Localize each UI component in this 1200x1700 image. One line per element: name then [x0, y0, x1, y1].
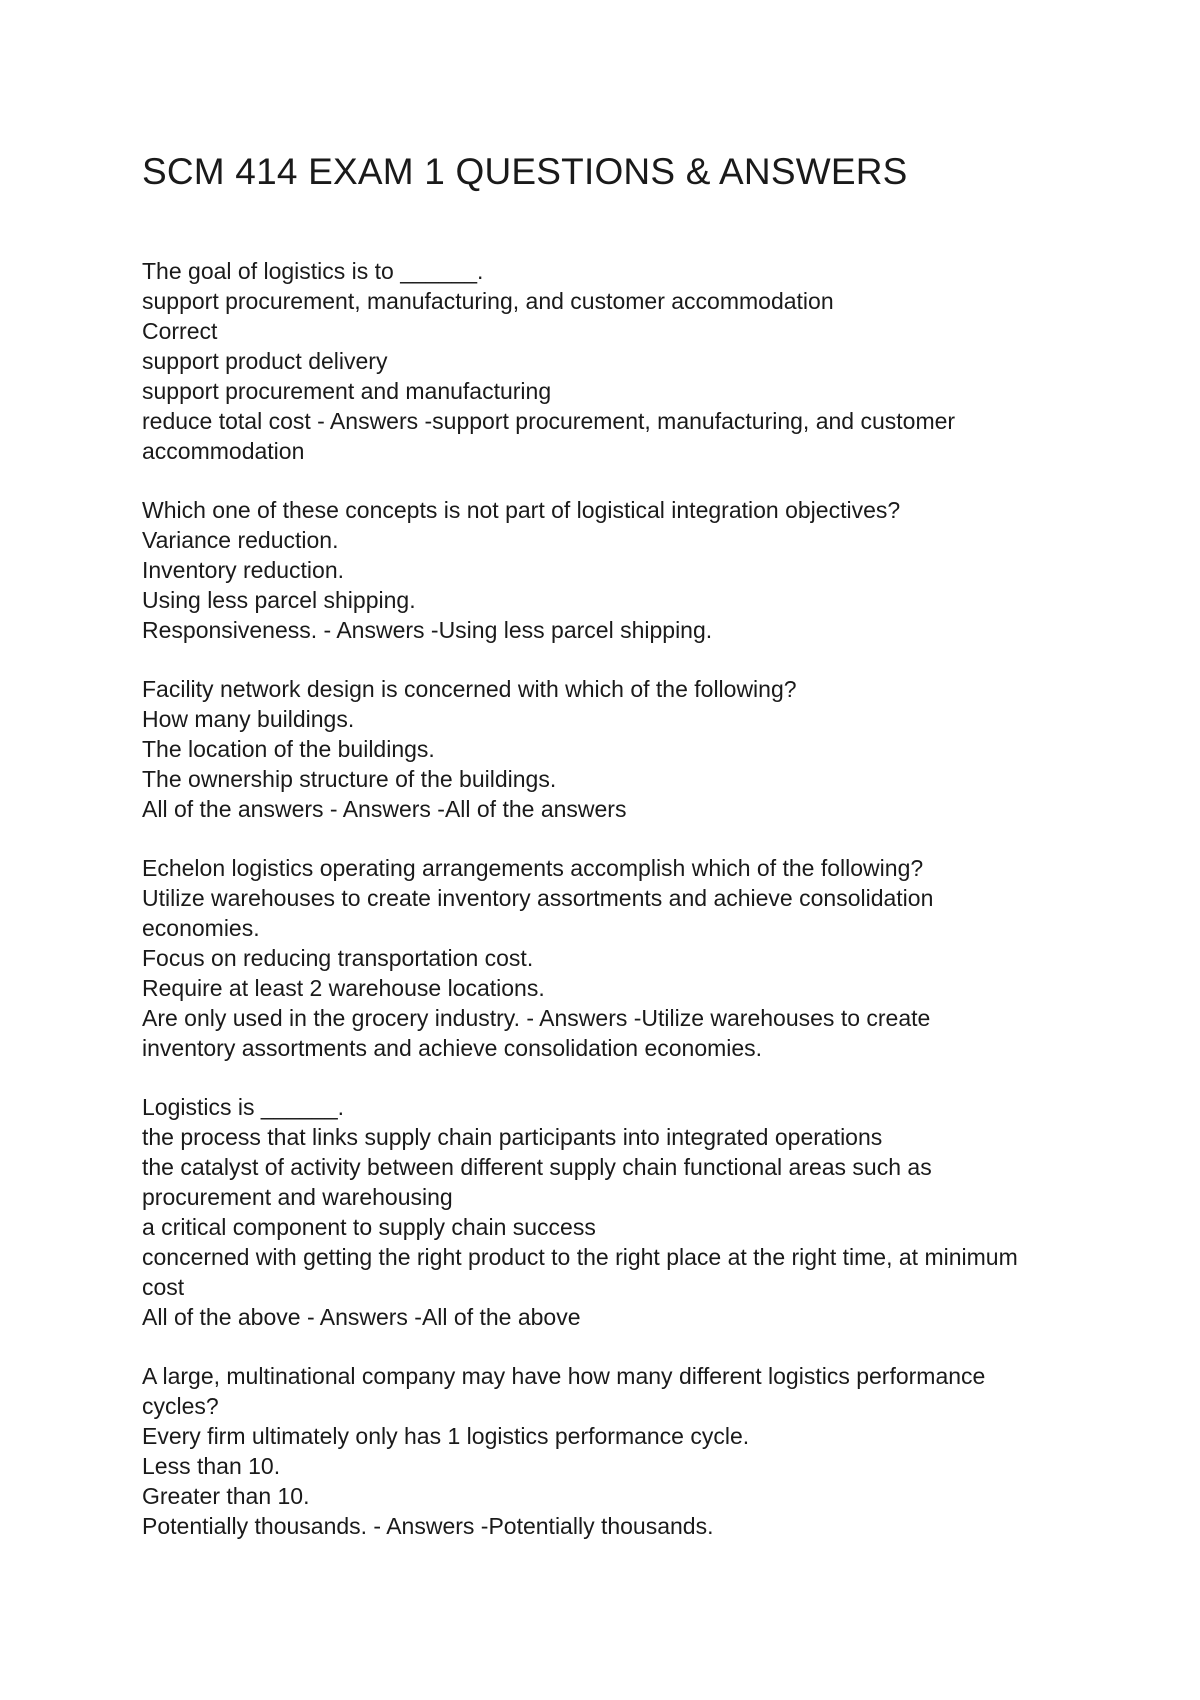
question-text: The goal of logistics is to ______.	[142, 258, 484, 285]
answer-line: procurement and warehousing	[142, 1184, 453, 1211]
answer-line: Are only used in the grocery industry. - Answers -Utilize warehouses to create	[142, 1005, 931, 1032]
answer-line: cycles?	[142, 1393, 219, 1420]
answer-line: economies.	[142, 915, 260, 942]
question-text: Logistics is ______.	[142, 1094, 345, 1121]
answer-line: the process that links supply chain participants into integrated operations	[142, 1124, 883, 1151]
answer-line: Variance reduction.	[142, 527, 339, 554]
question-text: A large, multinational company may have how many different logistics performance	[142, 1363, 986, 1390]
question-text: Facility network design is concerned with which of the following?	[142, 676, 797, 703]
answer-line: Using less parcel shipping.	[142, 587, 416, 614]
answer-line: Less than 10.	[142, 1453, 281, 1480]
question-text: Echelon logistics operating arrangements accomplish which of the following?	[142, 855, 924, 882]
answer-line: Greater than 10.	[142, 1483, 310, 1510]
answer-line: Potentially thousands. - Answers -Potentially thousands.	[142, 1513, 714, 1540]
answer-line: All of the above - Answers -All of the above	[142, 1304, 581, 1331]
question-block	[142, 674, 1082, 824]
answer-line: How many buildings.	[142, 706, 355, 733]
answer-line: inventory assortments and achieve consolidation economies.	[142, 1035, 763, 1062]
answer-line: Utilize warehouses to create inventory assortments and achieve consolidation	[142, 885, 934, 912]
answer-line: cost	[142, 1274, 185, 1301]
question-block	[142, 495, 1082, 645]
answer-line: support procurement and manufacturing	[142, 378, 552, 405]
answer-line: the catalyst of activity between different supply chain functional areas such as	[142, 1154, 932, 1181]
question-block	[142, 853, 1082, 1063]
answer-line: reduce total cost - Answers -support procurement, manufacturing, and customer	[142, 408, 956, 435]
answer-line: concerned with getting the right product to the right place at the right time, at minimum	[142, 1244, 1018, 1271]
question-list	[142, 256, 1082, 1541]
answer-line: Responsiveness. - Answers -Using less parcel shipping.	[142, 617, 713, 644]
answer-line: All of the answers - Answers -All of the answers	[142, 796, 627, 823]
answer-line: support product delivery	[142, 348, 388, 375]
question-block	[142, 1361, 1082, 1541]
answer-line: accommodation	[142, 438, 305, 465]
document-title: SCM 414 EXAM 1 QUESTIONS & ANSWERS	[142, 151, 908, 192]
question-block	[142, 1092, 1082, 1332]
answer-line: Focus on reducing transportation cost.	[142, 945, 534, 972]
answer-line: Correct	[142, 318, 218, 345]
answer-line: support procurement, manufacturing, and customer accommodation	[142, 288, 834, 315]
question-block	[142, 256, 1082, 466]
question-text: Which one of these concepts is not part of logistical integration objectives?	[142, 497, 901, 524]
answer-line: Require at least 2 warehouse locations.	[142, 975, 545, 1002]
answer-line: The ownership structure of the buildings.	[142, 766, 557, 793]
answer-line: Every firm ultimately only has 1 logistics performance cycle.	[142, 1423, 750, 1450]
answer-line: Inventory reduction.	[142, 557, 345, 584]
answer-line: The location of the buildings.	[142, 736, 435, 763]
answer-line: a critical component to supply chain success	[142, 1214, 596, 1241]
document-page	[142, 150, 1082, 1570]
